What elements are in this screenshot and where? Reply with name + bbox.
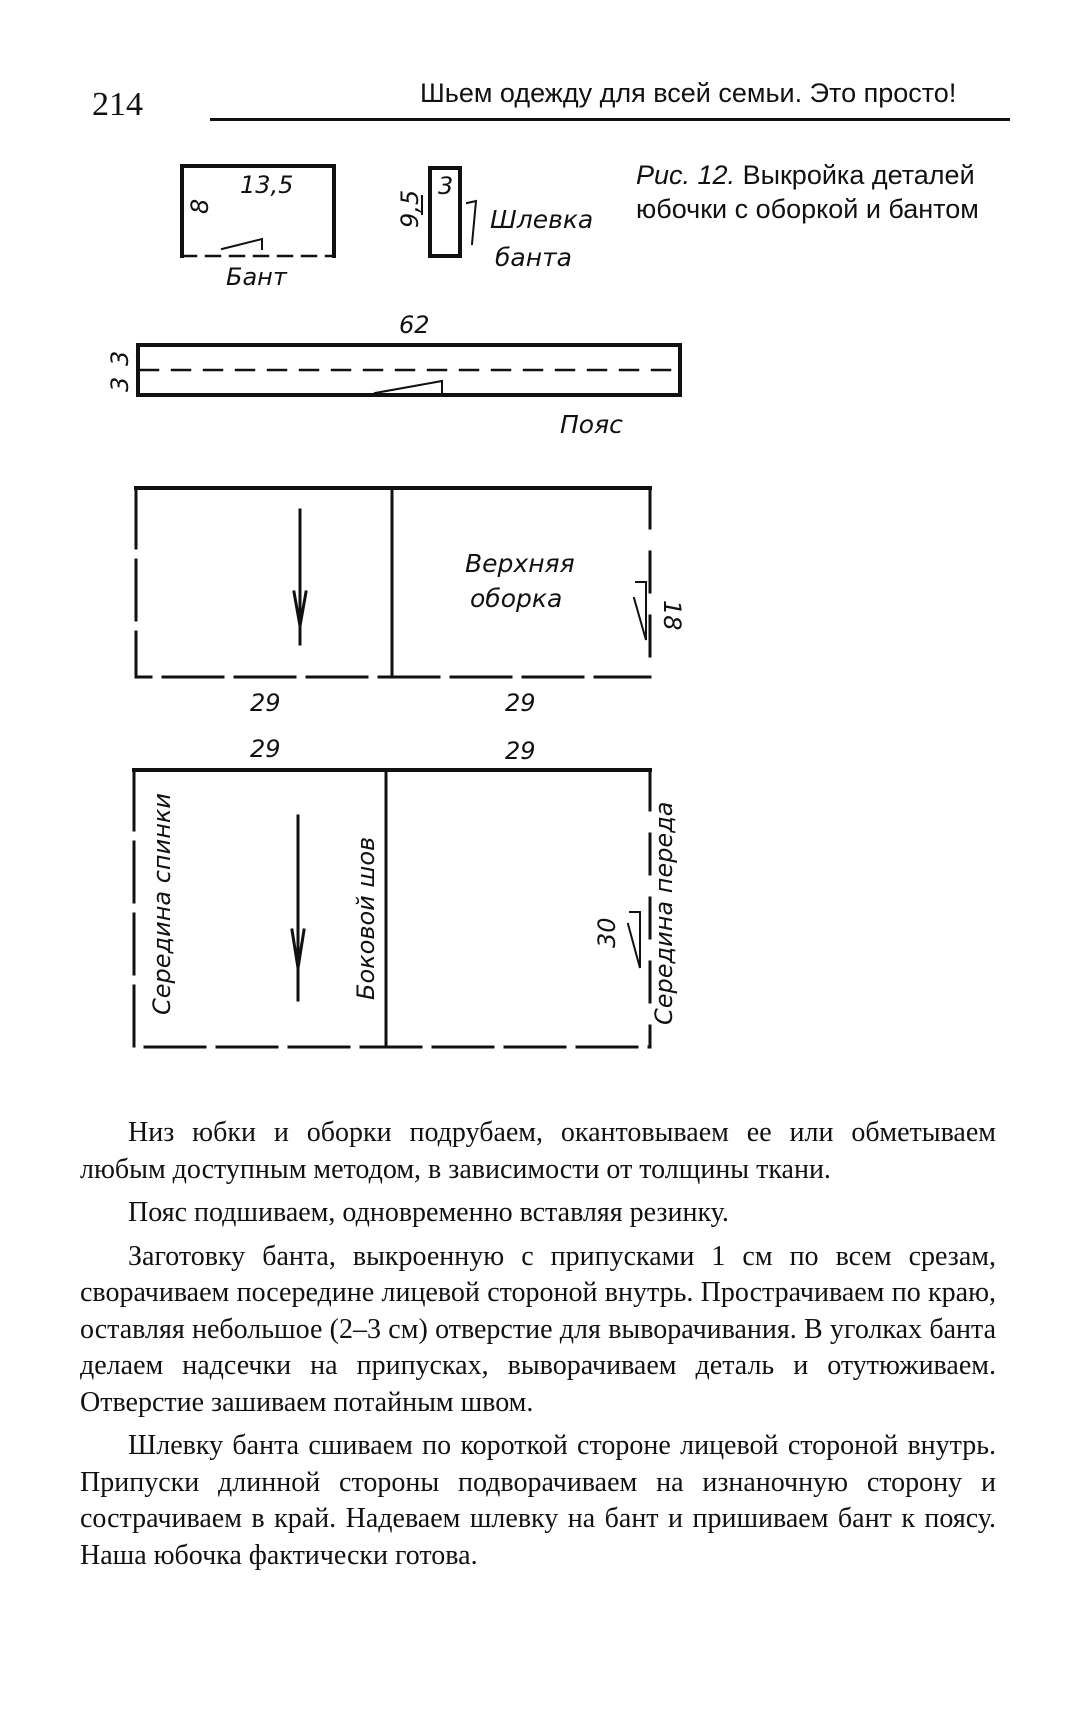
paragraph-4: Шлевку банта сшиваем по короткой стороне лицевой стороной внутрь. Припуски длинной стороны подворачиваем на изнаночную сторону и сострачиваем в край. Надеваем шлевку на бант и пришиваем бант к поясу. Наша юбочка фактически готова. — [80, 1430, 996, 1571]
paragraph-2: Пояс подшиваем, одновременно вставляя резинку. — [128, 1197, 729, 1228]
upper-ruffle-height: 18 — [658, 600, 686, 631]
upper-ruffle-width-right: 29 — [505, 689, 536, 717]
skirt-width-right: 29 — [505, 737, 536, 765]
bow-loop-label-1: Шлевка — [490, 205, 594, 234]
center-front-label: Середина переда — [650, 801, 678, 1025]
bow-loop-label-2: банта — [495, 243, 572, 272]
skirt-width-left: 29 — [250, 735, 281, 763]
bow-width: 13,5 — [240, 171, 294, 199]
paragraph-3: Заготовку банта, выкроенную с припусками 1 см по всем срезам, сворачиваем посередине лицевой стороной внутрь. Прострачиваем по краю, оставляя небольшое (2–3 см) отверстие для выворачивания. В уголках банта делаем надсечки на припусках, выворачиваем деталь и отутюживаем. Отверстие зашиваем потайным швом. — [80, 1240, 996, 1418]
skirt-pattern — [134, 770, 650, 1047]
belt-height-top: 3 — [106, 350, 134, 366]
page-number: 214 — [92, 86, 143, 123]
caption-line-2: юбочки с оборкой и бантом — [636, 194, 979, 224]
bow-loop-width: 3 — [438, 172, 454, 200]
belt-pattern — [138, 345, 680, 395]
skirt-height: 30 — [593, 917, 621, 948]
bow-label: Бант — [226, 263, 287, 291]
bow-height: 8 — [186, 198, 214, 214]
side-seam-label: Боковой шов — [352, 836, 380, 1000]
figure-label: Рис. 12. — [636, 160, 736, 190]
running-title: Шьем одежду для всей семьи. Это просто! — [420, 78, 957, 108]
upper-ruffle-label-1: Верхняя — [465, 549, 575, 578]
bow-loop-height: 9,5 — [396, 189, 424, 228]
upper-ruffle-pattern — [136, 488, 650, 677]
upper-ruffle-label-2: оборка — [470, 584, 563, 613]
paragraph-1: Низ юбки и оборки подрубаем, окантовываем ее или обметываем любым доступным методом, в зависимости от толщины ткани. — [80, 1117, 996, 1185]
upper-ruffle-width-left: 29 — [250, 689, 281, 717]
caption-line-1: Выкройка деталей — [742, 160, 975, 190]
belt-label: Пояс — [560, 410, 623, 439]
belt-length: 62 — [399, 311, 430, 339]
belt-height-bottom: 3 — [106, 376, 134, 392]
body-text — [80, 1115, 996, 1581]
center-back-label: Середина спинки — [148, 792, 176, 1015]
